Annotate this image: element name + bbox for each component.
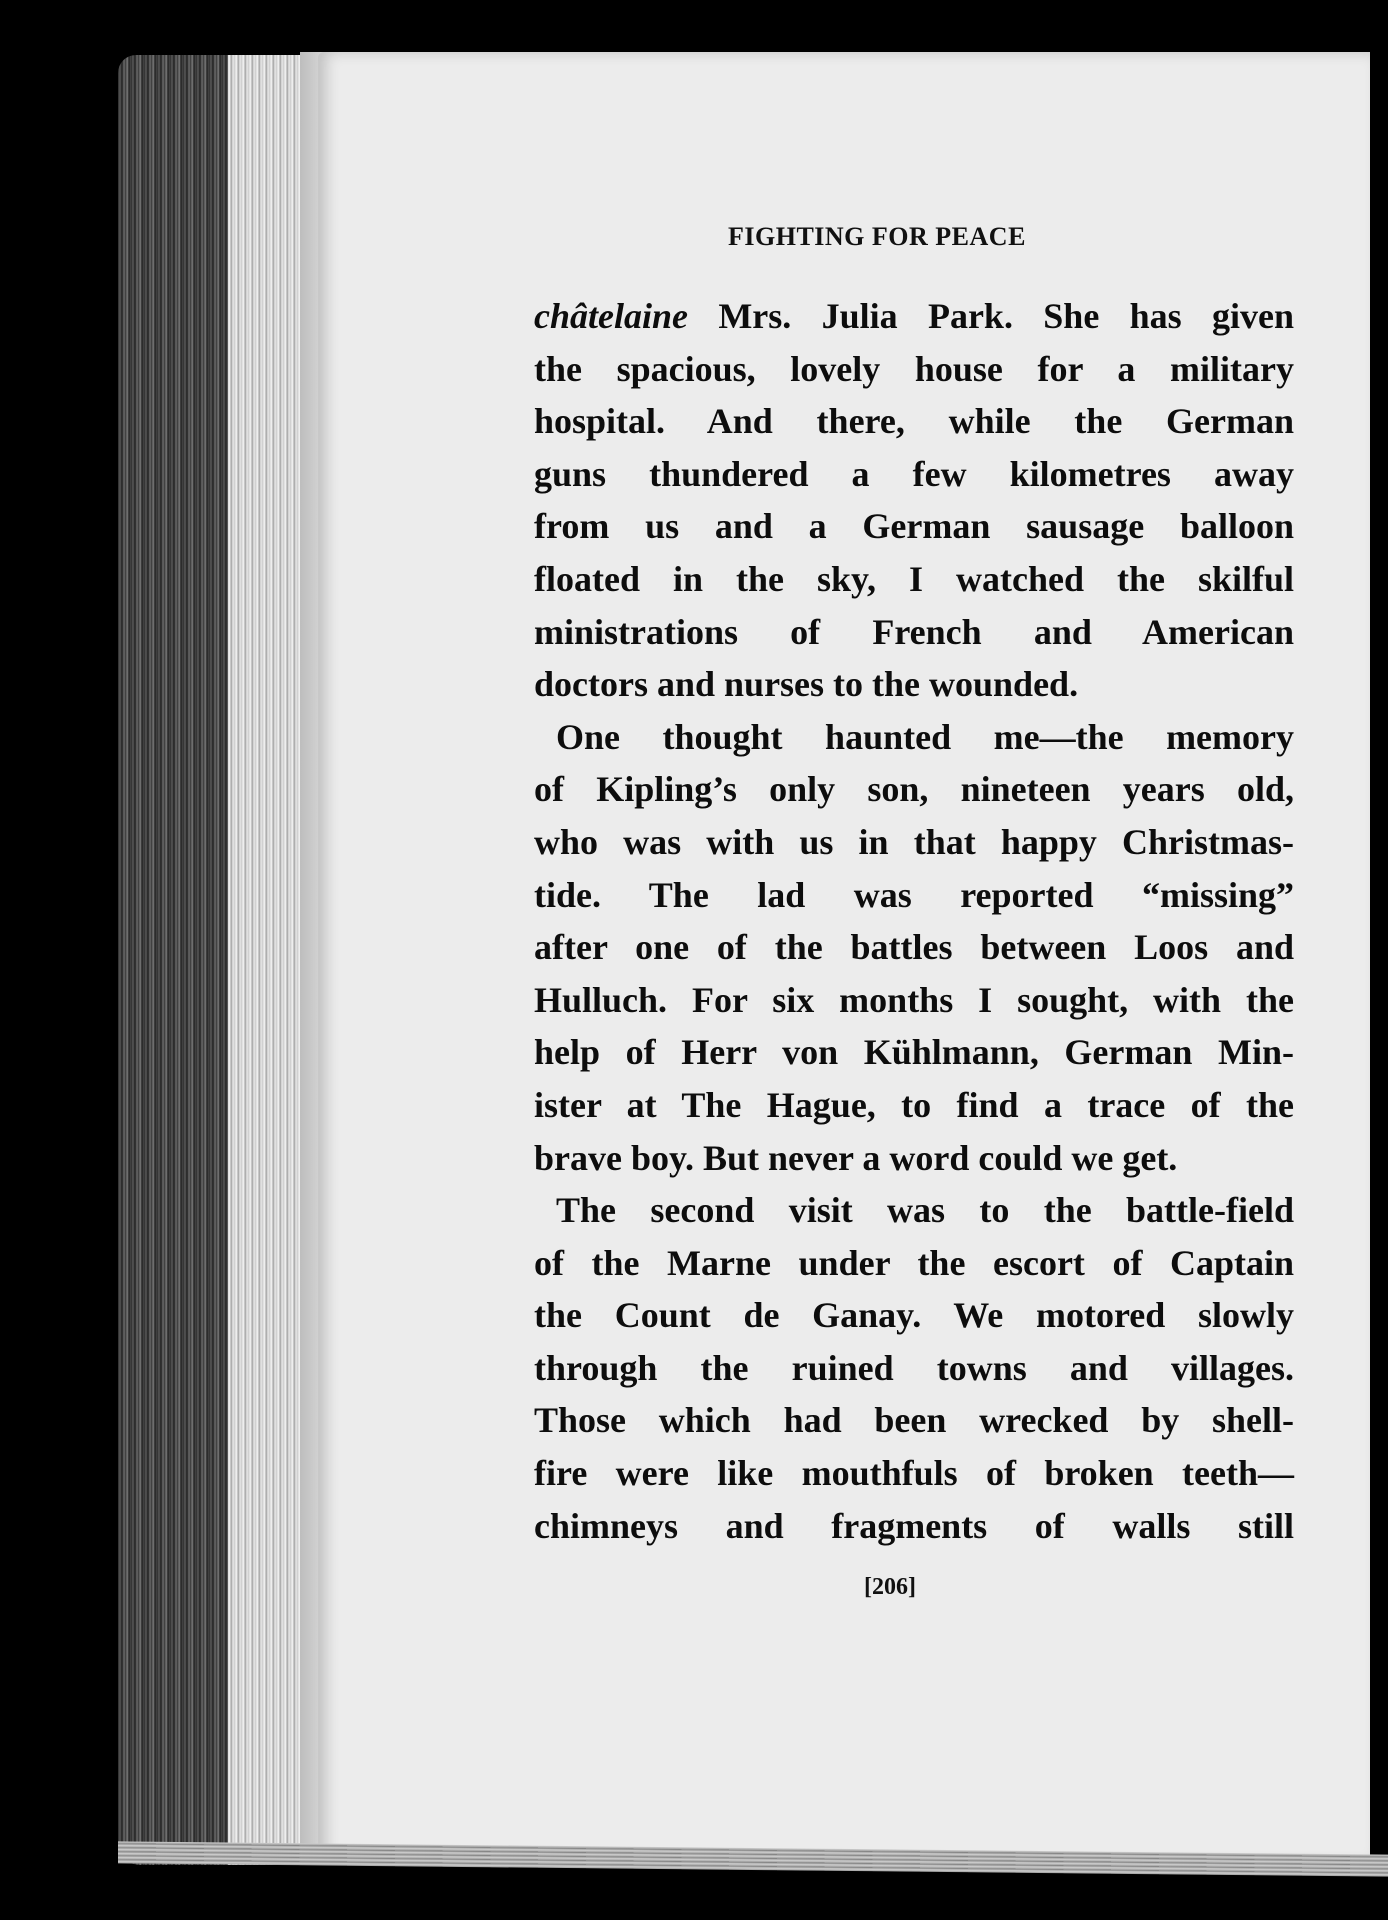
text-line: ister at The Hague, to find a trace of the — [534, 1084, 1294, 1125]
text-line: of Kipling’s only son, nineteen years old, — [534, 769, 1294, 810]
text-line: from us and a German sausage balloon — [534, 506, 1294, 547]
text-line: the spacious, lovely house for a military — [534, 348, 1294, 389]
running-head: FIGHTING FOR PEACE — [728, 222, 1026, 251]
text-line: after one of the battles between Loos and — [534, 927, 1294, 968]
text-line: The second visit was to the battle-field — [556, 1190, 1294, 1231]
text-line: One thought haunted me—the memory — [556, 716, 1294, 757]
text-line: the Count de Ganay. We motored slowly — [534, 1295, 1294, 1336]
text-line: floated in the sky, I watched the skilful — [534, 558, 1294, 599]
text-line: ministrations of French and American — [534, 611, 1294, 652]
text-line: Hulluch. For six months I sought, with the — [534, 979, 1294, 1020]
text-line: hospital. And there, while the German — [534, 401, 1294, 442]
text-line: help of Herr von Kühlmann, German Min- — [534, 1032, 1294, 1073]
text-line: brave boy. But never a word could we get. — [534, 1137, 1178, 1178]
text-line: tide. The lad was reported “missing” — [534, 874, 1294, 915]
text-line: guns thundered a few kilometres away — [534, 453, 1294, 494]
text-line: through the ruined towns and villages. — [534, 1347, 1294, 1388]
text-line: who was with us in that happy Christmas- — [534, 821, 1294, 862]
text-line: Those which had been wrecked by shell- — [534, 1400, 1294, 1441]
text-line — [534, 290, 1294, 343]
book-page-edges — [118, 55, 318, 1865]
text-line: chimneys and fragments of walls still — [534, 1505, 1294, 1546]
italic-word: châtelaine — [534, 296, 688, 336]
text-line: doctors and nurses to the wounded. — [534, 664, 1079, 705]
body-text — [534, 290, 1294, 1552]
text-line-rest: Mrs. Julia Park. She has given — [687, 296, 1294, 336]
page-number: [206] — [864, 1574, 916, 1600]
text-line: fire were like mouthfuls of broken teeth— — [534, 1453, 1294, 1494]
text-line: of the Marne under the escort of Captain — [534, 1242, 1294, 1283]
